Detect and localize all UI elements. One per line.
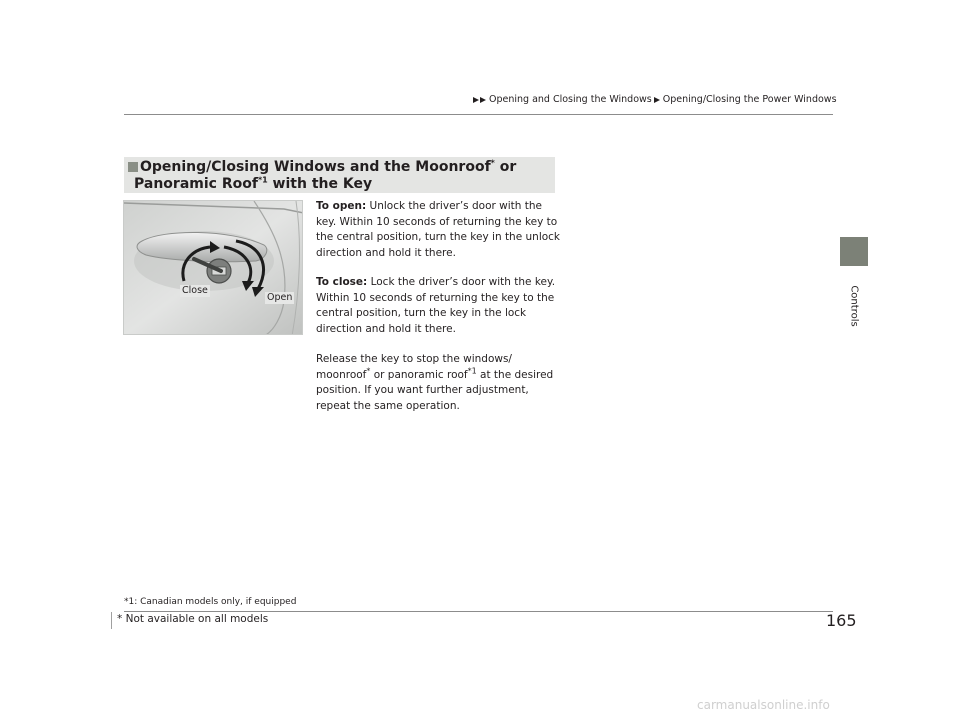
heading-text: Panoramic Roof bbox=[134, 176, 258, 192]
to-close-paragraph bbox=[316, 275, 561, 338]
heading-text: or bbox=[494, 159, 517, 175]
asterisk-mark: * bbox=[490, 158, 495, 168]
release-paragraph bbox=[316, 352, 561, 415]
to-open-label: To open: bbox=[316, 200, 367, 212]
breadcrumb-item[interactable]: Opening and Closing the Windows bbox=[489, 94, 652, 105]
open-direction-label: Open bbox=[267, 292, 293, 303]
asterisk-mark: * bbox=[366, 366, 371, 376]
chapter-tab-label[interactable] bbox=[841, 271, 867, 341]
chapter-tab-text: Controls bbox=[848, 285, 860, 327]
breadcrumb-arrow-icon bbox=[473, 97, 479, 103]
to-open-text: Unlock the driver’s door with the key. Within 10 seconds of returning the key to the central position, turn the key in the unlock direction and hold it there. bbox=[316, 200, 561, 260]
heading-text: with the Key bbox=[267, 176, 373, 192]
to-open-paragraph bbox=[316, 199, 561, 262]
breadcrumb bbox=[473, 94, 837, 105]
heading-text: Opening/Closing Windows and the Moonroof bbox=[140, 159, 491, 175]
close-direction-label: Close bbox=[182, 285, 208, 296]
not-available-note: * Not available on all models bbox=[117, 613, 269, 625]
footnote-ref: *1 bbox=[467, 366, 477, 376]
footnote-ref: *1 bbox=[257, 175, 268, 185]
footnote: *1: Canadian models only, if equipped bbox=[124, 597, 297, 607]
door-handle-illustration bbox=[123, 200, 303, 335]
chapter-tab-marker bbox=[840, 237, 868, 266]
section-heading-line2 bbox=[134, 175, 372, 193]
to-close-label: To close: bbox=[316, 276, 368, 288]
header-divider bbox=[124, 114, 833, 115]
breadcrumb-item[interactable]: Opening/Closing the Power Windows bbox=[662, 94, 837, 105]
watermark: carmanualsonline.info bbox=[697, 698, 830, 712]
breadcrumb-arrow-icon bbox=[480, 97, 486, 103]
breadcrumb-arrow-icon bbox=[654, 97, 660, 103]
release-text: at the desired position. If you want further adjustment, repeat the same operation. bbox=[316, 368, 554, 413]
release-text: or panoramic roof bbox=[370, 368, 468, 381]
door-handle-drawing bbox=[124, 201, 303, 335]
heading-bullet-icon bbox=[128, 162, 138, 172]
page-number: 165 bbox=[826, 611, 857, 630]
to-close-text: Lock the driver’s door with the key. Within 10 seconds of returning the key to the central position, turn the key in the lock direction and hold it there. bbox=[316, 276, 556, 336]
section-heading-line1 bbox=[140, 158, 516, 176]
release-text: Release the key to stop the windows/ moonroof bbox=[316, 353, 512, 381]
